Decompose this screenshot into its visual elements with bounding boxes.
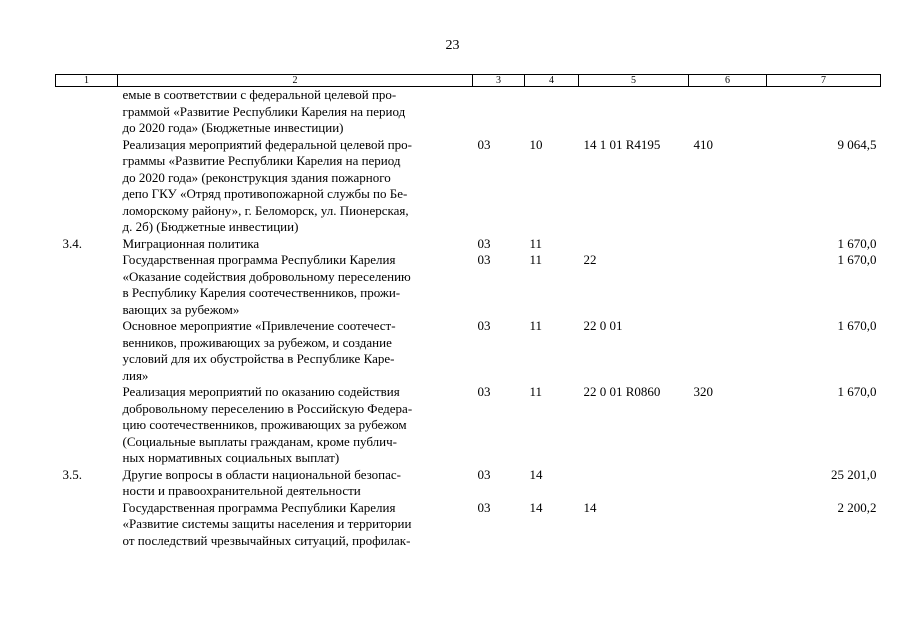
- table-row: [56, 252, 881, 318]
- row-description: емые в соответствии с федеральной целевой про- граммой «Развитие Республики Карелия на период до 2020 года» (Бюджетные инвестиции): [122, 87, 406, 135]
- row-target-code: [579, 236, 689, 253]
- row-subsection: [525, 87, 579, 137]
- row-number: 3.5.: [62, 466, 82, 482]
- table-row: [56, 87, 881, 137]
- table-body: [56, 87, 881, 550]
- row-description: Реализация мероприятий федеральной целевой про- граммы «Развитие Республики Карелия на период до 2020 года» (реконструкция здания пожарного депо ГКУ «Отряд противопожарной службы по Бе- ломорскому району», г. Беломорск, ул. Пионерская, д. 2б) (Бюджетные инвестиции): [122, 136, 412, 234]
- row-amount: 1 670,0: [837, 252, 877, 267]
- row-section: 03: [477, 384, 491, 399]
- row-amount: 1 670,0: [837, 318, 877, 333]
- row-section: 03: [477, 136, 491, 152]
- row-expense-type: [689, 318, 767, 384]
- row-target-code: 14: [583, 499, 597, 515]
- row-expense-type: [689, 252, 767, 318]
- header-col-3: 3: [473, 75, 525, 87]
- row-number: [56, 500, 118, 550]
- row-expense-type: [689, 87, 767, 137]
- row-section: 03: [477, 499, 491, 515]
- row-amount: 2 200,2: [837, 499, 877, 515]
- table-row: [56, 500, 881, 550]
- row-amount: 1 670,0: [837, 384, 877, 399]
- row-description: Реализация мероприятий по оказанию содействия добровольному переселению в Российскую Федера- цию соотечественников, проживающих за рубежом (Социальные выплаты гражданам, кроме публич- ных нормативных социальных выплат): [122, 384, 413, 465]
- budget-table: [55, 74, 881, 549]
- row-subsection: 14: [529, 466, 543, 482]
- table-row: [56, 318, 881, 384]
- row-subsection: 14: [529, 499, 543, 515]
- row-expense-type: [689, 500, 767, 550]
- row-amount: 25 201,0: [831, 466, 877, 482]
- page-number: 23: [445, 38, 460, 53]
- row-expense-type: 410: [693, 136, 713, 152]
- row-description: Другие вопросы в области национальной безопас- ности и правоохранительной деятельности: [122, 466, 402, 498]
- table-row: [56, 137, 881, 236]
- row-target-code: 22: [583, 252, 597, 267]
- row-subsection: 11: [529, 384, 543, 399]
- header-col-5: 5: [579, 75, 689, 87]
- header-col-1: 1: [56, 75, 118, 87]
- row-number: [56, 252, 118, 318]
- row-number: [56, 318, 118, 384]
- header-col-2: 2: [118, 75, 473, 87]
- row-subsection: 10: [529, 136, 543, 152]
- row-target-code: [579, 87, 689, 137]
- row-target-code: 22 0 01 R0860: [583, 384, 661, 399]
- row-description: Основное мероприятие «Привлечение соотечест- венников, проживающих за рубежом, и создание условий для их обустройства в Республике Каре- лия»: [122, 318, 396, 383]
- row-expense-type: 320: [693, 384, 713, 399]
- row-description: Государственная программа Республики Карелия «Оказание содействия добровольному переселению в Республику Карелия соотечественников, прожи- вающих за рубежом»: [122, 252, 411, 317]
- row-subsection: 11: [529, 252, 543, 267]
- row-section: 03: [477, 235, 491, 251]
- header-col-4: 4: [525, 75, 579, 87]
- row-section: 03: [477, 318, 491, 333]
- row-section: 03: [477, 466, 491, 482]
- table-row: [56, 384, 881, 467]
- row-description: Государственная программа Республики Карелия «Развитие системы защиты населения и территории от последствий чрезвычайных ситуаций, профилак-: [122, 499, 412, 548]
- row-number: [56, 137, 118, 236]
- row-section: [473, 87, 525, 137]
- row-subsection: 11: [529, 318, 543, 333]
- header-col-7: 7: [767, 75, 881, 87]
- row-target-code: 22 0 01: [583, 318, 623, 333]
- row-target-code: 14 1 01 R4195: [583, 136, 661, 152]
- row-number: [56, 87, 118, 137]
- header-row: [56, 75, 881, 87]
- header-col-6: 6: [689, 75, 767, 87]
- row-number: [56, 384, 118, 467]
- row-number: 3.4.: [62, 235, 82, 251]
- row-description: Миграционная политика: [122, 235, 260, 251]
- row-subsection: 11: [529, 235, 543, 251]
- table-row: [56, 467, 881, 500]
- row-amount: 1 670,0: [837, 235, 877, 251]
- table-row: [56, 236, 881, 253]
- row-amount: 9 064,5: [837, 136, 877, 152]
- row-target-code: [579, 467, 689, 500]
- row-expense-type: [689, 236, 767, 253]
- table-header: [56, 75, 881, 87]
- row-section: 03: [477, 252, 491, 267]
- row-amount: [767, 87, 881, 137]
- row-expense-type: [689, 467, 767, 500]
